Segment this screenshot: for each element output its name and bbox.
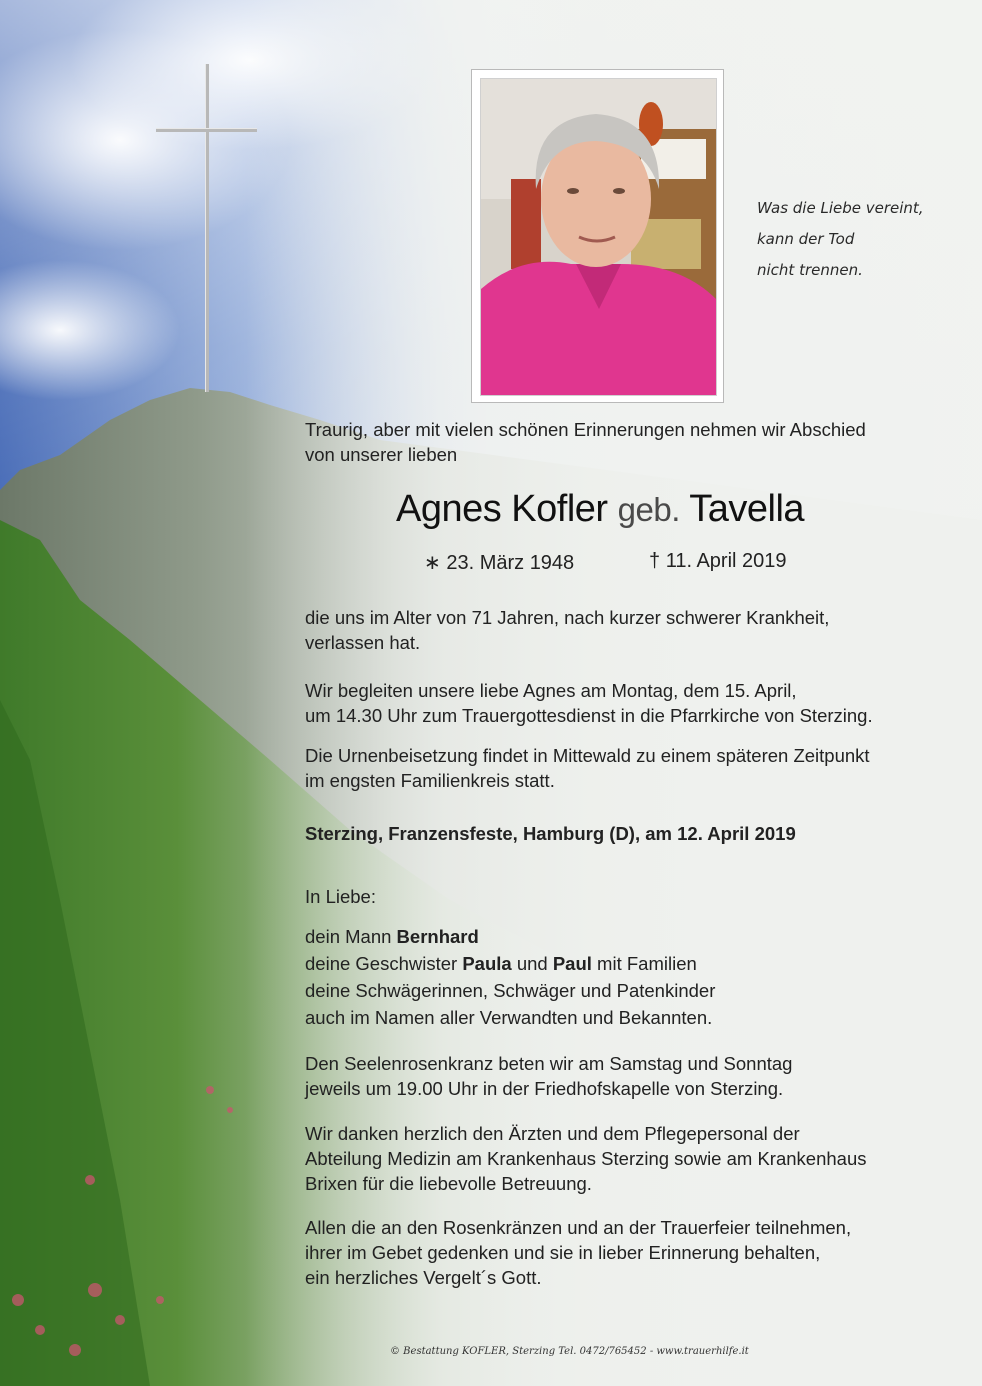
funeral-line: Wir begleiten unsere liebe Agnes am Montag, dem 15. April, (305, 680, 797, 701)
intro-line: von unserer lieben (305, 444, 458, 465)
place-date (305, 821, 796, 846)
thanks-line: Wir danken herzlich den Ärzten und dem Pflegepersonal der (305, 1123, 800, 1144)
closing-line: ihrer im Gebet gedenken und sie in lieber Erinnerung behalten, (305, 1242, 821, 1263)
urn-line: Die Urnenbeisetzung findet in Mittewald zu einem späteren Zeitpunkt (305, 745, 870, 766)
rosary-line: jeweils um 19.00 Uhr in der Friedhofskapelle von Sterzing. (305, 1078, 784, 1099)
thanks-text (305, 1121, 866, 1196)
mourner-text: und (511, 953, 553, 974)
mourner-text: dein Mann (305, 926, 397, 947)
name-maiden: Tavella (689, 488, 805, 530)
mourner-line-husband (305, 923, 715, 950)
funeral-home-footer: © Bestattung KOFLER, Sterzing Tel. 0472/765452 - www.trauerhilfe.it (390, 1346, 749, 1357)
mourner-text: mit Familien (591, 953, 697, 974)
intro-line: Traurig, aber mit vielen schönen Erinnerungen nehmen wir Abschied (305, 419, 866, 440)
mourners-list (305, 923, 715, 1031)
rosary-text (305, 1051, 792, 1101)
closing-line: ein herzliches Vergelt´s Gott. (305, 1267, 542, 1288)
urn-text (305, 743, 870, 793)
in-liebe-label: In Liebe: (305, 886, 376, 907)
portrait-frame (471, 69, 724, 403)
illness-text (305, 605, 829, 655)
death-cross-icon: † (649, 550, 661, 572)
in-liebe (305, 884, 376, 909)
illness-line: die uns im Alter von 71 Jahren, nach kurzer schwerer Krankheit, (305, 607, 830, 628)
birth-date-text: 23. März 1948 (446, 552, 575, 574)
death-date-text: 11. April 2019 (665, 550, 787, 572)
birth-date (424, 550, 574, 575)
portrait-photo (480, 78, 717, 396)
mourner-name: Paul (552, 953, 592, 974)
birth-star-icon: ∗ (424, 552, 441, 574)
rosary-line: Den Seelenrosenkranz beten wir am Samstag und Sonntag (305, 1053, 793, 1074)
mourner-name: Paula (462, 953, 512, 974)
cross-vertical-bar (205, 64, 209, 392)
closing-line: Allen die an den Rosenkränzen und an der Trauerfeier teilnehmen, (305, 1217, 852, 1238)
death-date (649, 550, 787, 573)
quote-line: Was die Liebe vereint, (757, 199, 924, 217)
closing-text (305, 1215, 851, 1290)
name-first-last: Agnes Kofler (396, 488, 608, 530)
memorial-quote (757, 193, 924, 286)
place-date-line: Sterzing, Franzensfeste, Hamburg (D), am 12. April 2019 (305, 823, 796, 844)
urn-line: im engsten Familienkreis statt. (305, 770, 555, 791)
mourner-line-inlaws: deine Schwägerinnen, Schwäger und Patenkinder (305, 980, 716, 1001)
cross-horizontal-bar (156, 128, 257, 132)
mourner-name: Bernhard (396, 926, 479, 947)
funeral-line: um 14.30 Uhr zum Trauergottesdienst in die Pfarrkirche von Sterzing. (305, 705, 873, 726)
mourner-text: deine Geschwister (305, 953, 463, 974)
name-geb: geb. (617, 491, 680, 528)
mourner-line-relatives: auch im Namen aller Verwandten und Bekannten. (305, 1007, 713, 1028)
deceased-name (396, 488, 804, 531)
mourner-line-siblings (305, 950, 715, 977)
illness-line: verlassen hat. (305, 632, 421, 653)
intro-text (305, 417, 866, 467)
thanks-line: Abteilung Medizin am Krankenhaus Sterzing sowie am Krankenhaus (305, 1148, 867, 1169)
funeral-text (305, 678, 873, 728)
quote-line: kann der Tod (757, 230, 855, 248)
thanks-line: Brixen für die liebevolle Betreuung. (305, 1173, 592, 1194)
quote-line: nicht trennen. (757, 261, 863, 279)
